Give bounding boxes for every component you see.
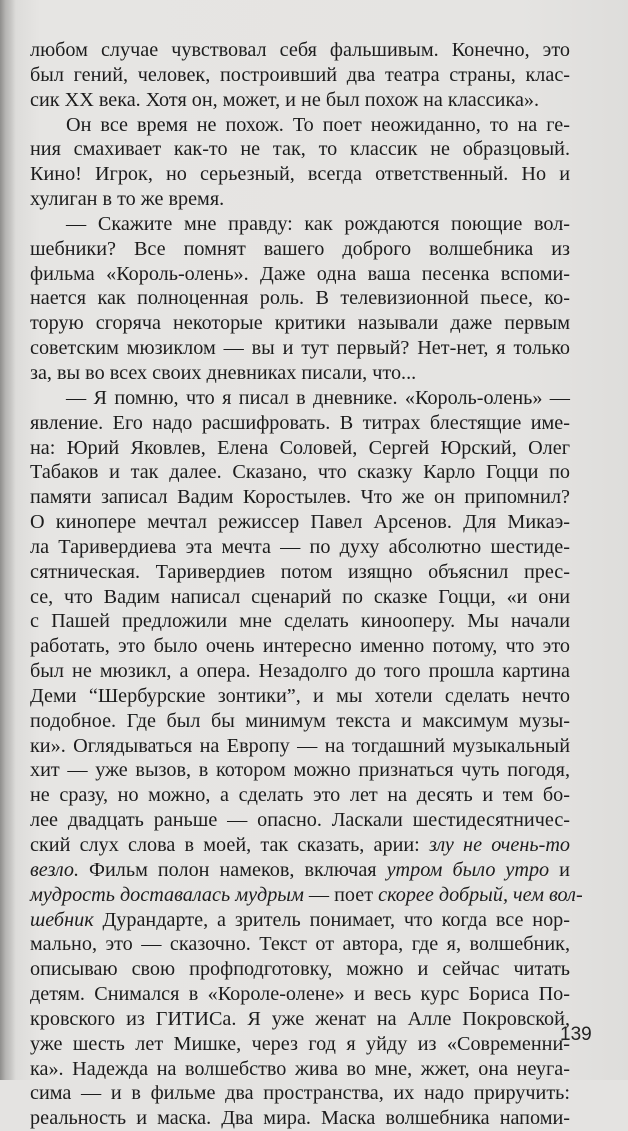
- text-segment: ла Таривердиева эта мечта — по духу абсолютно шестиде-: [30, 535, 570, 558]
- text-line: [30, 932, 570, 957]
- text-segment: Табаков и так далее. Сказано, что сказку Карло Гоцци по: [30, 461, 570, 484]
- text-line: [30, 485, 570, 510]
- text-segment: не сразу, но можно, а сделать это лет на десять и тем бо-: [30, 784, 570, 807]
- text-segment: был не мюзикл, а опера. Незадолго до того прошла картина: [30, 660, 570, 683]
- text-line: [30, 436, 570, 461]
- text-segment: хит — уже вызов, в котором можно признаться чуть погодя,: [30, 759, 570, 782]
- text-segment: сятническая. Таривердиев потом изящно объяснил прес-: [30, 560, 570, 583]
- page-number: 139: [560, 1024, 592, 1045]
- text-line: [30, 113, 570, 138]
- text-line: [30, 237, 570, 262]
- text-line: [30, 361, 570, 386]
- text-segment: фильма «Король-олень». Даже одна ваша песенка вспоми-: [30, 262, 570, 285]
- text-line: [30, 411, 570, 436]
- text-segment: подобное. Где был бы минимум текста и максимум музы-: [30, 709, 570, 732]
- text-segment: ский слух слова в моей, так сказать, арии:: [30, 834, 420, 856]
- text-line: [30, 659, 570, 684]
- text-segment: реальность и маска. Два мира. Маска волшебника напоми-: [30, 1107, 570, 1130]
- text-line: [30, 1057, 570, 1082]
- text-segment: ка». Надежда на волшебство жива во мне, жжет, она неуга-: [30, 1057, 570, 1080]
- text-line: [30, 808, 570, 833]
- text-line: [30, 162, 570, 187]
- text-line: [30, 1032, 570, 1057]
- text-line: [30, 560, 570, 585]
- text-segment: на: Юрий Яковлев, Елена Соловей, Сергей Юрский, Олег: [30, 436, 570, 459]
- italic-text: шебник: [30, 908, 94, 931]
- text-line: [30, 908, 570, 933]
- text-segment: се, что Вадим написал сценарий по сказке Гоцци, «и они: [30, 585, 570, 608]
- text-segment: — Скажите мне правду: как рождаются поющие вол-: [66, 212, 570, 235]
- text-line: [30, 609, 570, 634]
- text-line: [30, 783, 570, 808]
- text-segment: Дурандарте, а зритель понимает, что когда все нор-: [93, 908, 570, 931]
- text-segment: лее двадцать раньше — опасно. Ласкали шестидесятничес-: [30, 809, 570, 832]
- text-segment: нается как полноценная роль. В телевизионной пьесе, ко-: [30, 287, 570, 310]
- text-segment: Кино! Игрок, но серьезный, всегда ответственный. Но и: [30, 163, 570, 186]
- italic-text: злу не очень-то: [419, 834, 570, 856]
- text-line: [30, 634, 570, 659]
- text-line: [30, 858, 570, 883]
- text-line: [30, 1081, 570, 1106]
- text-segment: уже шесть лет Мишке, через год я уйду из «Современни-: [30, 1032, 570, 1055]
- text-segment: шебники? Все помнят вашего доброго волшебника из: [30, 237, 570, 260]
- text-segment: работать, это было очень интересно именно потому, что это: [30, 635, 570, 658]
- text-line: [30, 1106, 570, 1131]
- text-line: [30, 510, 570, 535]
- text-line: [30, 585, 570, 610]
- text-line: [30, 38, 570, 63]
- text-segment: Он все время не похож. То поет неожиданно, то на ге-: [66, 113, 570, 136]
- text-line: [30, 311, 570, 336]
- text-line: [30, 982, 570, 1007]
- text-segment: явление. Его надо расшифровать. В титрах блестящие име-: [30, 411, 570, 434]
- italic-text: мудрость доставалась мудрым: [30, 883, 304, 906]
- text-segment: детям. Снимался в «Короле-олене» и весь курс Бориса По-: [30, 983, 570, 1006]
- text-segment: Деми “Шербурские зонтики”, и мы хотели сделать нечто: [30, 684, 570, 707]
- text-segment: с Пашей предложили мне сделать кинооперу. Мы начали: [30, 610, 570, 633]
- text-segment: за, вы во всех своих дневниках писали, что...: [30, 361, 417, 384]
- italic-text: скорее добрый, чем вол-: [378, 883, 583, 906]
- text-segment: описываю свою профподготовку, можно и сейчас читать: [30, 958, 570, 981]
- text-line: [30, 187, 570, 212]
- text-segment: кровского из ГИТИСа. Я уже женат на Алле Покровской,: [30, 1007, 570, 1030]
- text-line: [30, 336, 570, 361]
- text-segment: — поет: [303, 883, 379, 906]
- text-line: [30, 286, 570, 311]
- text-segment: сима — и в фильме два пространства, их надо приручить:: [30, 1082, 570, 1105]
- text-segment: и: [549, 858, 570, 881]
- text-line: [30, 262, 570, 287]
- text-line: [30, 833, 570, 858]
- text-segment: памяти записал Вадим Коростылев. Что же он припомнил?: [30, 486, 570, 509]
- book-spine-shadow: [0, 0, 16, 1080]
- text-line: [30, 535, 570, 560]
- text-segment: ки». Оглядываться на Европу — на тогдашний музыкальный: [30, 734, 570, 757]
- text-segment: торую сгоряча некоторые критики называли даже первым: [30, 312, 570, 335]
- text-line: [30, 758, 570, 783]
- text-segment: мально, это — сказочно. Текст от автора, где я, волшебник,: [30, 933, 570, 956]
- text-line: [30, 684, 570, 709]
- text-line: [30, 957, 570, 982]
- text-line: [30, 883, 583, 908]
- text-segment: О кинопере мечтал режиссер Павел Арсенов. Для Микаэ-: [30, 511, 570, 534]
- text-segment: — Я помню, что я писал в дневнике. «Король-олень» —: [66, 386, 570, 409]
- text-line: [30, 709, 570, 734]
- text-segment: хулиган в то же время.: [30, 188, 225, 211]
- text-line: [30, 1007, 570, 1032]
- text-segment: любом случае чувствовал себя фальшивым. Конечно, это: [30, 39, 570, 61]
- text-line: [30, 212, 570, 237]
- italic-text: везло.: [30, 858, 80, 881]
- text-segment: Фильм полон намеков, включая: [79, 858, 387, 881]
- text-line: [30, 137, 570, 162]
- italic-text: утром было утро: [386, 858, 550, 881]
- text-line: [30, 734, 570, 759]
- text-segment: сик XX века. Хотя он, может, и не был похож на классика».: [30, 88, 540, 111]
- text-line: [30, 386, 570, 411]
- text-line: [30, 88, 570, 113]
- text-segment: советским мюзиклом — вы и тут первый? Нет-нет, я только: [30, 337, 570, 360]
- text-segment: ния смахивает как-то не так, то классик не образцовый.: [30, 138, 570, 161]
- text-line: [30, 63, 570, 88]
- text-line: [30, 460, 570, 485]
- text-segment: был гений, человек, построивший два театра страны, клас-: [30, 63, 570, 86]
